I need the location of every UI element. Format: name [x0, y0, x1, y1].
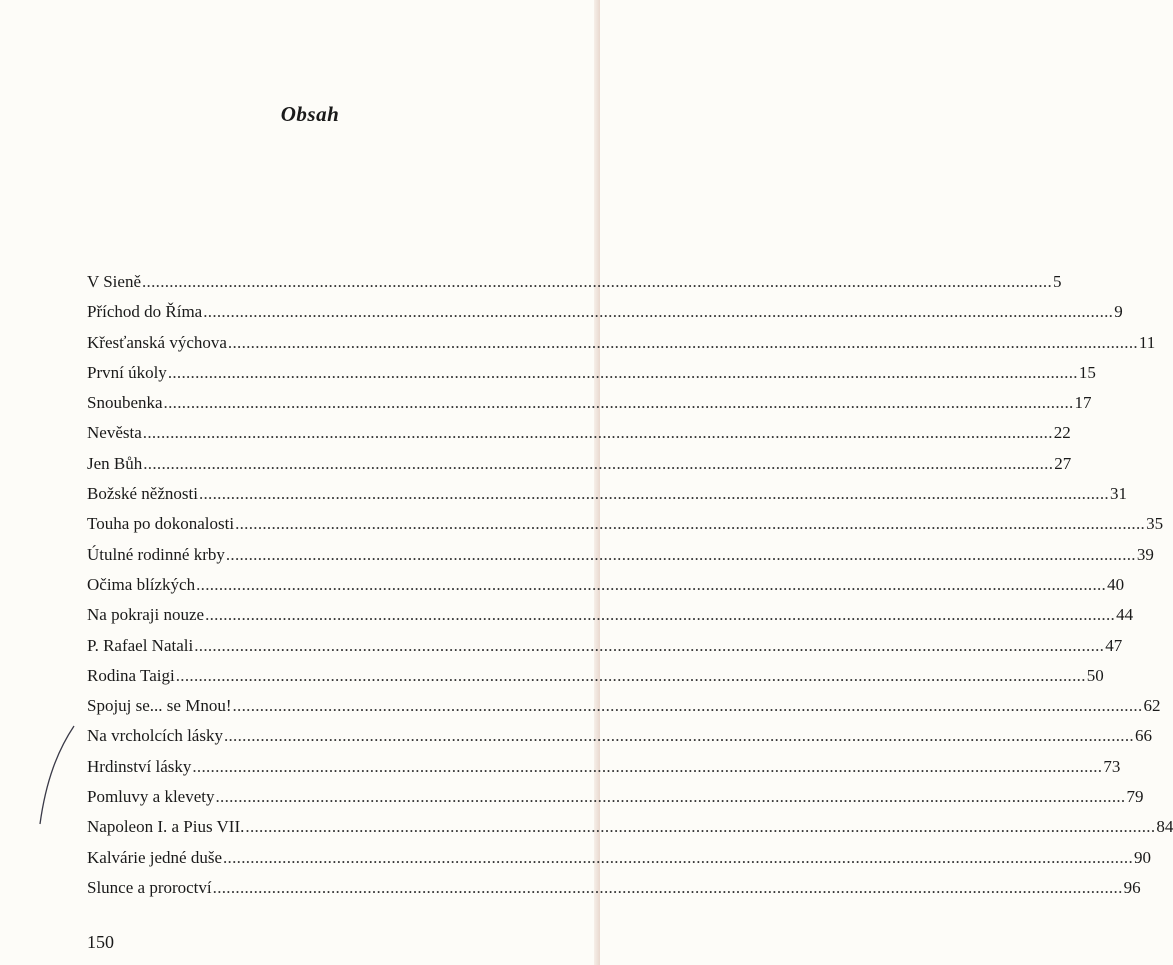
toc-entry-page: 39: [1136, 544, 1154, 564]
toc-leader-dots: ........................................................................................................................................................................................................: [203, 302, 1114, 322]
toc-entry-title: Nevěsta: [87, 423, 142, 443]
toc-entry-page: 9: [1114, 302, 1123, 322]
toc-entry: [87, 570, 1125, 600]
toc-entry: [87, 600, 1134, 630]
toc-entry-title: Snoubenka: [87, 393, 163, 413]
toc-entry-page: 5: [1053, 272, 1062, 291]
toc-entry-title: Očima blízkých: [87, 574, 196, 594]
toc-entry-title: Křesťanská výchova: [87, 332, 227, 352]
toc-leader-dots: ........................................................................................................................................................................................................: [223, 847, 1133, 867]
toc-entry-title: Hrdinství lásky: [87, 756, 192, 776]
toc-entry: [87, 479, 1127, 509]
toc-entry-page: 15: [1078, 362, 1096, 382]
toc-entry: [87, 418, 1071, 448]
toc-entry: [87, 509, 1164, 539]
toc-entry-title: Rodina Taigi: [87, 665, 175, 685]
toc-entry-page: 47: [1105, 635, 1123, 655]
toc-leader-dots: ........................................................................................................................................................................................................: [227, 332, 1138, 352]
page-number: 150: [87, 932, 114, 952]
toc-entry-title: P. Rafael Natali: [87, 635, 194, 655]
toc-entry-page: 79: [1126, 787, 1144, 807]
pencil-stroke: [40, 726, 74, 824]
toc-entry-page: 84: [1156, 817, 1173, 837]
toc-leader-dots: ........................................................................................................................................................................................................: [225, 544, 1136, 564]
toc-leader-dots: ........................................................................................................................................................................................................: [192, 756, 1103, 776]
toc-leader-dots: ........................................................................................................................................................................................................: [163, 393, 1074, 413]
toc-entry: [87, 752, 1121, 782]
toc-leader-dots: ........................................................................................................................................................................................................: [175, 665, 1086, 685]
toc-entry: [87, 267, 1062, 297]
toc-entry-title: Útulné rodinné krby: [87, 544, 225, 564]
toc-entry: [87, 388, 1092, 418]
toc-entry-page: 96: [1123, 877, 1141, 897]
toc-entry-title: Na pokraji nouze: [87, 605, 205, 625]
toc-entry: [87, 812, 1173, 842]
toc-leader-dots: ........................................................................................................................................................................................................: [235, 514, 1146, 534]
toc-leader-dots: ........................................................................................................................................................................................................: [194, 635, 1105, 655]
toc-entry: [87, 540, 1154, 570]
toc-leader-dots: ........................................................................................................................................................................................................: [212, 877, 1123, 897]
toc-entry-title: V Sieně: [87, 272, 141, 291]
toc-entry-page: 50: [1086, 665, 1104, 685]
toc-entry-page: 73: [1103, 756, 1121, 776]
toc-entry: [87, 782, 1144, 812]
toc-entry: [87, 358, 1096, 388]
toc-leader-dots: ........................................................................................................................................................................................................: [215, 787, 1126, 807]
toc-leader-dots: ........................................................................................................................................................................................................: [167, 362, 1078, 382]
toc-entry-page: 40: [1107, 574, 1125, 594]
toc-entry-page: 44: [1116, 605, 1134, 625]
toc-leader-dots: ........................................................................................................................................................................................................: [245, 817, 1156, 837]
toc-entry: [87, 691, 1161, 721]
toc-entry: [87, 661, 1104, 691]
toc-leader-dots: ........................................................................................................................................................................................................: [205, 605, 1116, 625]
toc-entry: [87, 297, 1123, 327]
toc-entry-title: Spojuj se... se Mnou!: [87, 696, 232, 716]
toc-entry: [87, 328, 1156, 358]
toc-leader-dots: ........................................................................................................................................................................................................: [142, 423, 1053, 443]
toc-entry-page: 31: [1109, 484, 1127, 504]
toc-entry-page: 11: [1138, 332, 1156, 352]
toc-entry: [87, 721, 1152, 751]
table-of-contents: [87, 267, 1173, 903]
page-title: Obsah: [280, 102, 340, 127]
toc-entry: [87, 873, 1141, 903]
toc-leader-dots: ........................................................................................................................................................................................................: [196, 574, 1107, 594]
toc-entry: [87, 449, 1072, 479]
toc-entry-page: 22: [1053, 423, 1071, 443]
toc-leader-dots: ........................................................................................................................................................................................................: [142, 272, 1052, 291]
toc-leader-dots: ........................................................................................................................................................................................................: [223, 726, 1134, 746]
toc-entry-title: Slunce a proroctví: [87, 877, 212, 897]
pencil-mark: [30, 720, 80, 840]
toc-leader-dots: ........................................................................................................................................................................................................: [143, 453, 1054, 473]
toc-entry-page: 90: [1134, 847, 1151, 867]
toc-entry-title: Pomluvy a klevety: [87, 787, 215, 807]
toc-entry-title: Kalvárie jedné duše: [87, 847, 222, 867]
toc-entry: [87, 843, 1151, 873]
toc-entry-title: První úkoly: [87, 362, 167, 382]
toc-entry-title: Příchod do Říma: [87, 302, 203, 322]
toc-entry-page: 62: [1143, 696, 1161, 716]
toc-entry: [87, 631, 1123, 661]
toc-entry-title: Touha po dokonalosti: [87, 514, 235, 534]
toc-entry-title: Božské něžnosti: [87, 484, 198, 504]
toc-leader-dots: ........................................................................................................................................................................................................: [198, 484, 1109, 504]
toc-entry-page: 66: [1134, 726, 1152, 746]
toc-entry-page: 35: [1146, 514, 1164, 534]
toc-leader-dots: ........................................................................................................................................................................................................: [232, 696, 1143, 716]
toc-entry-title: Jen Bůh: [87, 453, 143, 473]
toc-entry-title: Na vrcholcích lásky: [87, 726, 223, 746]
toc-entry-title: Napoleon I. a Pius VII.: [87, 817, 245, 837]
toc-entry-page: 27: [1054, 453, 1072, 473]
toc-entry-page: 17: [1074, 393, 1092, 413]
